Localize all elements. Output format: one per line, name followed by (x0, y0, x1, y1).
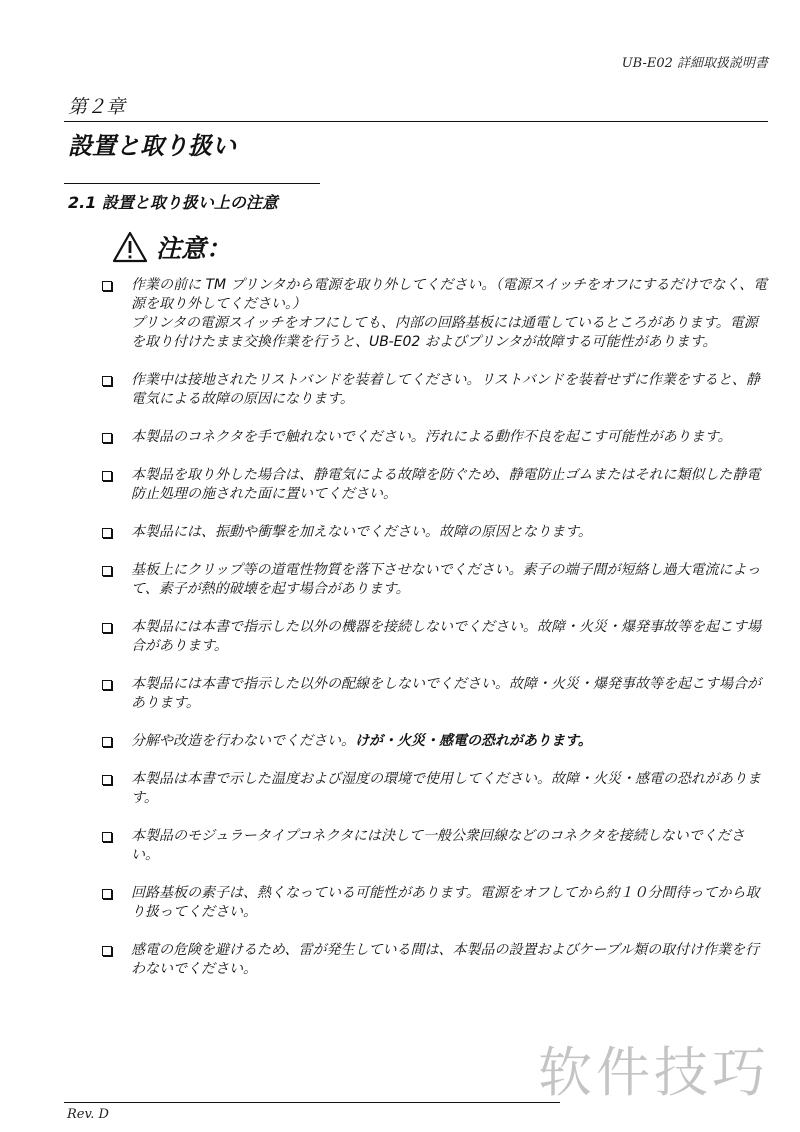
list-item-text: 本製品のコネクタを手で触れないでください。汚れによる動作不良を起こす可能性があります。 (131, 429, 732, 445)
checkbox-bullet-icon (102, 281, 112, 291)
list-item (102, 618, 770, 656)
list-item (102, 732, 770, 751)
list-item (102, 276, 770, 352)
checkbox-bullet-icon (102, 433, 112, 443)
list-item-text: 本製品は本書で示した温度および湿度の環境で使用してください。故障・火災・感電の恐れがあります。 (131, 771, 761, 806)
checkbox-bullet-icon (102, 946, 112, 956)
caution-heading (112, 227, 231, 267)
list-item-text-plain: 分解や改造を行わないでください。 (131, 733, 355, 749)
chapter-rule (64, 121, 768, 122)
checkbox-bullet-icon (102, 376, 112, 386)
list-item-text-bold: けが・火災・感電の恐れがあります。 (355, 733, 592, 749)
section-rule (64, 183, 320, 184)
warning-triangle-icon (112, 231, 148, 263)
list-item-text: 感電の危険を避けるため、雷が発生している間は、本製品の設置およびケーブル類の取付け作業を行わないでください。 (131, 942, 760, 977)
list-item-text (131, 732, 770, 751)
checkbox-bullet-icon (102, 528, 112, 538)
list-item (102, 466, 770, 504)
chapter-number: 第２章 (68, 96, 126, 118)
section-title: 2.1 設置と取り扱い上の注意 (68, 193, 278, 212)
caution-list (102, 276, 770, 998)
list-item (102, 827, 770, 865)
list-item-text: 本製品には、振動や衝撃を加えないでください。故障の原因となります。 (131, 524, 592, 540)
caution-label: 注意： (156, 234, 232, 263)
list-item (102, 523, 770, 542)
checkbox-bullet-icon (102, 623, 112, 633)
checkbox-bullet-icon (102, 566, 112, 576)
watermark: 软件技巧 (538, 1041, 770, 1104)
footer-revision: Rev. D (67, 1107, 109, 1122)
list-item-text: 回路基板の素子は、熱くなっている可能性があります。電源をオフしてから約１０分間待ってから取り扱ってください。 (131, 885, 760, 920)
list-item-text: プリンタの電源スイッチをオフにしても、内部の回路基板には通電しているところがあります。電源を取り付けたまま交換作業を行うと、UB-E02 およびプリンタが故障する可能性があります。 (131, 315, 758, 350)
list-item-text: 本製品には本書で指示した以外の配線をしないでください。故障・火災・爆発事故等を起こす場合があります。 (131, 676, 761, 711)
list-item-text: 作業中は接地されたリストバンドを装着してください。リストバンドを装着せずに作業をすると、静電気による故障の原因になります。 (131, 372, 760, 407)
list-item (102, 371, 770, 409)
list-item (102, 561, 770, 599)
checkbox-bullet-icon (102, 737, 112, 747)
list-item-text: 基板上にクリップ等の道電性物質を落下させないでください。素子の端子間が短絡し過大電流によって、素子が熱的破壊を起す場合があります。 (131, 562, 761, 597)
list-item-text: 本製品には本書で指示した以外の機器を接続しないでください。故障・火災・爆発事故等を起こす場合があります。 (131, 619, 761, 654)
list-item-text: 本製品を取り外した場合は、静電気による故障を防ぐため、静電防止ゴムまたはそれに類似した静電防止処理の施された面に置いてください。 (131, 467, 761, 502)
running-head: UB-E02 詳細取扱説明書 (621, 56, 768, 71)
list-item (102, 428, 770, 447)
checkbox-bullet-icon (102, 680, 112, 690)
chapter-title: 設置と取り扱い (68, 132, 236, 160)
checkbox-bullet-icon (102, 889, 112, 899)
checkbox-bullet-icon (102, 471, 112, 481)
list-item (102, 675, 770, 713)
list-item-text: 作業の前に TM プリンタから電源を取り外してください。（電源スイッチをオフにするだけでなく、電源を取り外してください。） (131, 277, 768, 312)
footer-rule (64, 1102, 560, 1103)
checkbox-bullet-icon (102, 775, 112, 785)
checkbox-bullet-icon (102, 832, 112, 842)
list-item-text: 本製品のモジュラータイプコネクタには決して一般公衆回線などのコネクタを接続しないでください。 (131, 828, 745, 863)
list-item (102, 884, 770, 922)
list-item (102, 941, 770, 979)
list-item (102, 770, 770, 808)
